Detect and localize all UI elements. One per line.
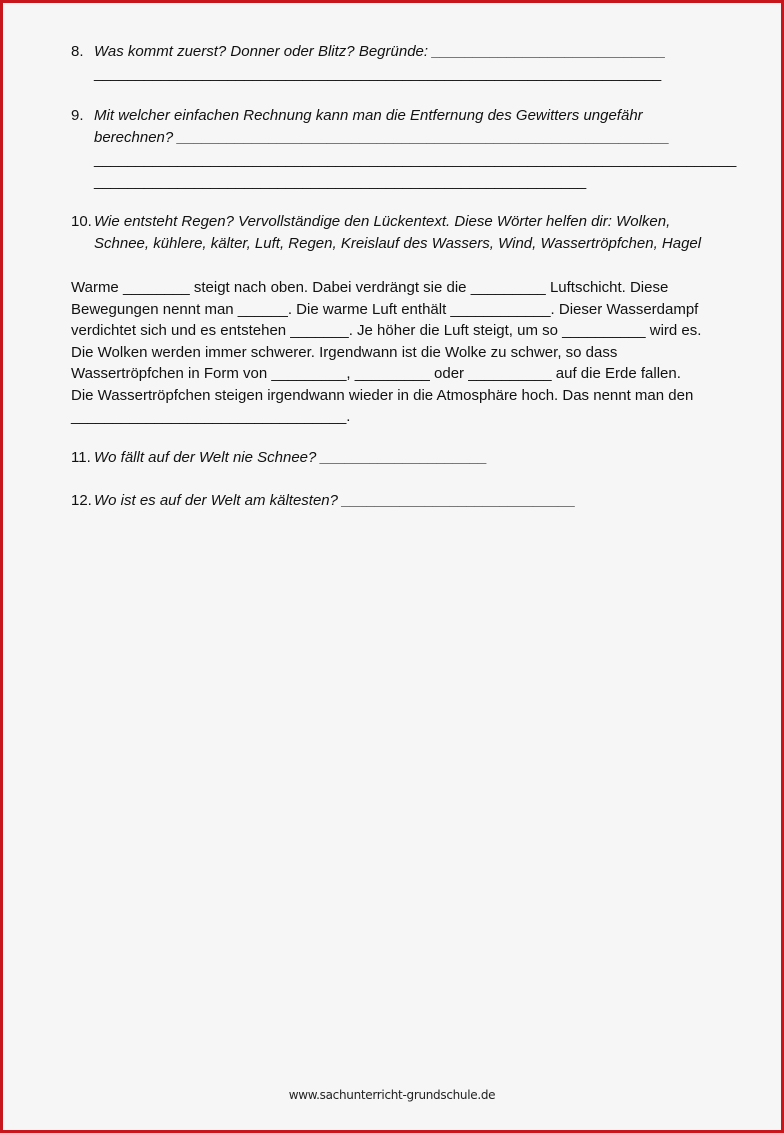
cloze-text: [71, 277, 741, 428]
question-number: 11.: [71, 449, 91, 466]
worksheet-page: [3, 3, 781, 1130]
answer-line: _____________________________________________________________________________: [94, 151, 737, 168]
footer-url: www.sachunterricht-grundschule.de: [288, 1088, 496, 1102]
question-text: Wo ist es auf der Welt am kältesten? ____________________________: [94, 492, 576, 509]
answer-line: ___________________________________________________________: [94, 173, 587, 190]
question-text: Schnee, kühlere, kälter, Luft, Regen, Kreislauf des Wassers, Wind, Wassertröpfchen, Hagel: [94, 235, 702, 252]
question-number: 9.: [71, 107, 84, 124]
question-text: Wo fällt auf der Welt nie Schnee? ____________________: [94, 449, 488, 466]
cloze-line: Die Wassertröpfchen steigen irgendwann wieder in die Atmosphäre hoch. Das nennt man den: [71, 386, 694, 404]
question-number: 10.: [71, 213, 92, 230]
question-text: berechnen? ___________________________________________________________: [94, 128, 670, 146]
cloze-line: Wassertröpfchen in Form von _________, _________ oder __________ auf die Erde fallen.: [71, 365, 681, 382]
question-number: 12.: [71, 492, 92, 509]
question-text: Wie entsteht Regen? Vervollständige den Lückentext. Diese Wörter helfen dir: Wolken,: [94, 213, 671, 230]
answer-line: ____________________________________________________________________: [94, 65, 662, 82]
cloze-line: Die Wolken werden immer schwerer. Irgendwann ist die Wolke zu schwer, so dass: [71, 343, 618, 361]
cloze-line: Bewegungen nennt man ______. Die warme Luft enthält ____________. Dieser Wasserdampf: [71, 300, 699, 318]
cloze-line: Warme ________ steigt nach oben. Dabei verdrängt sie die _________ Luftschicht. Diese: [71, 279, 669, 296]
cloze-line: _________________________________.: [71, 408, 351, 425]
cloze-line: verdichtet sich und es entstehen _______. Je höher die Luft steigt, um so __________ wird es.: [71, 322, 702, 339]
question-text: Mit welcher einfachen Rechnung kann man die Entfernung des Gewitters ungefähr: [94, 107, 643, 124]
question-number: 8.: [71, 43, 84, 60]
question-text: Was kommt zuerst? Donner oder Blitz? Begründe: ____________________________: [94, 43, 666, 60]
